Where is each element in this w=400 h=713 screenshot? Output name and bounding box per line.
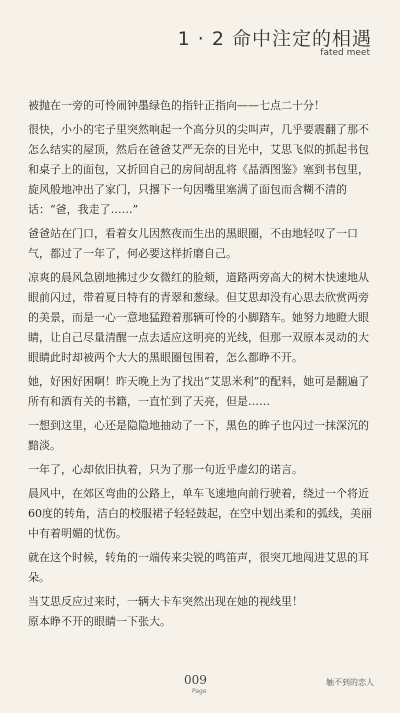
footer-book-title: 触不到的恋人: [326, 678, 374, 687]
paragraph: 凉爽的晨风急剧地拂过少女微红的脸颊，道路两旁高大的树木快速地从眼前闪过，带着夏日特有的青翠和葱绿。但艾思却没有心思去欣赏两旁的美景，而是一心一意地猛蹬着那辆可怜的小脚踏车。她努力地瞪大眼睛，让自己尽量清醒一点去适应这明亮的光线，但那一双原本灵动的大眼睛此时却被两个大大的黑眼圈包围着，怎么都睁不开。: [28, 271, 369, 364]
page-label: Page: [192, 688, 207, 695]
paragraph: 一年了，心却依旧执着，只为了那一句近乎虚幻的诺言。: [28, 463, 303, 476]
body-text: [28, 96, 376, 632]
chapter-title: 1 · 2 命中注定的相遇: [177, 28, 372, 50]
paragraph: 她，好困好困啊！昨天晚上为了找出“艾思米利”的配料，她可是翻遍了所有和酒有关的书籍，一直忙到了天亮，但是……: [28, 375, 370, 408]
chapter-subtitle: fated meet: [320, 48, 370, 58]
paragraph: 一想到这里，心还是隐隐地抽动了一下，黑色的眸子也闪过一抹深沉的黯淡。: [28, 419, 369, 452]
paragraph: 当艾思反应过来时，一辆大卡车突然出现在她的视线里！: [28, 595, 303, 608]
page-number: 009: [184, 673, 207, 687]
paragraph: 爸爸站在门口，看着女儿因熬夜而生出的黑眼圈，不由地轻叹了一口气，都过了一年了，何必要这样折磨自己。: [28, 227, 358, 260]
paragraph: 就在这个时候，转角的一端传来尖锐的鸣笛声，很突兀地闯进艾思的耳朵。: [28, 551, 369, 584]
paragraph: 原本睁不开的眼睛一下张大。: [28, 615, 171, 628]
paragraph: 晨风中，在郊区弯曲的公路上，单车飞速地向前行驶着，绕过一个将近60度的转角，洁白的校服裙子轻轻鼓起，在空中划出柔和的弧线，美丽中有着明媚的忧伤。: [28, 487, 372, 540]
paragraph: 很快，小小的宅子里突然响起一个高分贝的尖叫声，几乎要震翻了那不怎么结实的屋顶，然后在爸爸艾严无奈的目光中，艾思飞似的抓起书包和桌子上的面包，又折回自己的房间胡乱将《晶酒图鉴》塞到书包里，旋风般地冲出了家门，只撂下一句因嘴里塞满了面包而含糊不清的话：“爸，我走了……”: [28, 123, 369, 216]
paragraph: 被抛在一旁的可怜闹钟墨绿色的指针正指向——七点二十分！: [28, 99, 325, 112]
